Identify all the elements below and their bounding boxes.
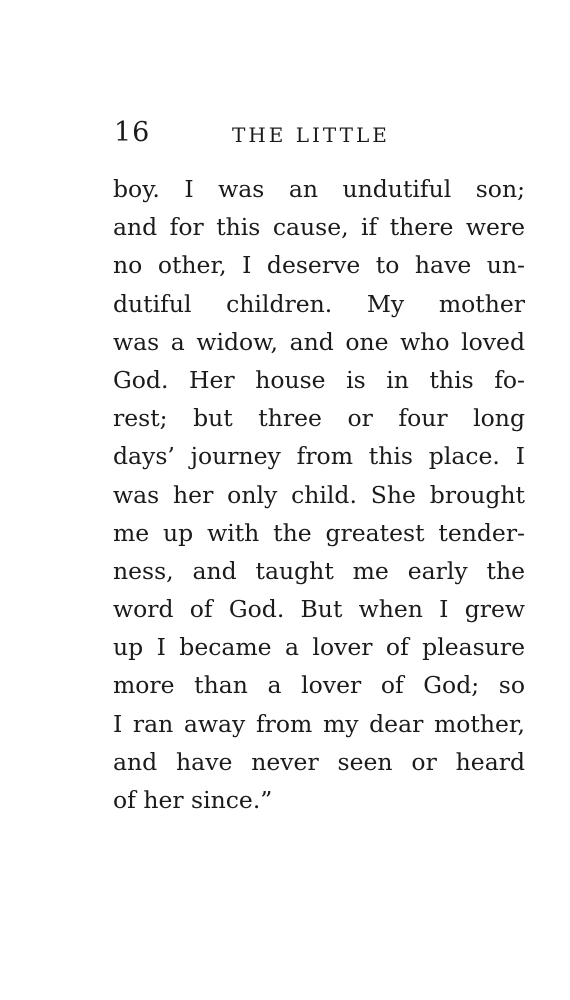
text-line: and for this cause, if there were: [113, 213, 525, 242]
text-line: God. Her house is in this fo-: [113, 365, 525, 394]
text-line: up I became a lover of pleasure: [113, 633, 525, 662]
text-line: and have never seen or heard: [113, 747, 525, 776]
text-line: word of God. But when I grew: [113, 595, 525, 624]
text-line: was her only child. She brought: [113, 480, 525, 509]
text-line: boy. I was an undutiful son;: [113, 175, 525, 203]
text-line: days’ journey from this place. I: [113, 442, 525, 471]
text-line: of her since.”: [113, 786, 273, 814]
page-number: 16: [114, 117, 151, 148]
text-line: I ran away from my dear mother,: [113, 709, 525, 738]
text-line: more than a lover of God; so: [113, 671, 525, 700]
text-line: rest; but three or four long: [113, 404, 525, 433]
text-line: ness, and taught me early the: [113, 556, 525, 585]
body-text: [113, 170, 525, 819]
running-title: THE LITTLE: [232, 123, 390, 147]
text-line: no other, I deserve to have un-: [113, 251, 525, 280]
text-line: was a widow, and one who loved: [113, 327, 525, 356]
text-line: dutiful children. My mother: [113, 289, 525, 318]
text-line: me up with the greatest tender-: [113, 518, 525, 547]
